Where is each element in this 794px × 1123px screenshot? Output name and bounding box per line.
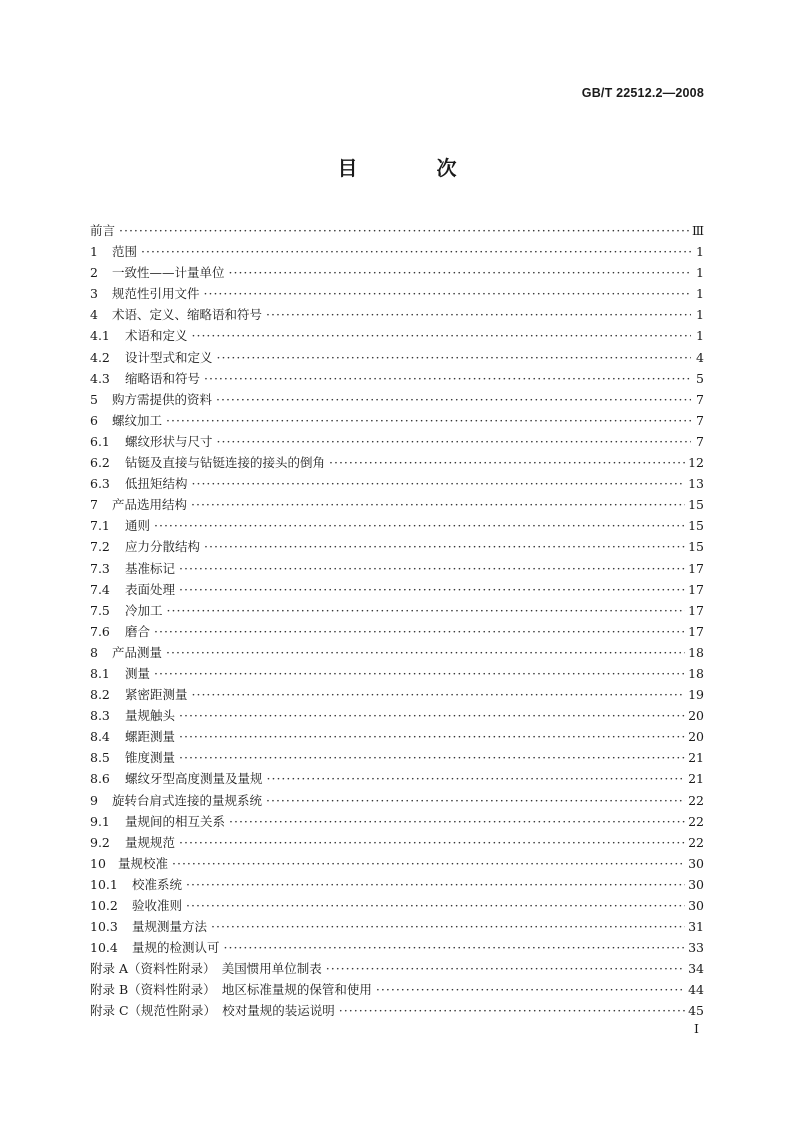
toc-entry-title: 一致性——计量单位 — [112, 265, 225, 281]
toc-entry-number: 8.4 — [90, 729, 110, 745]
toc-entry-page: 30 — [688, 855, 704, 871]
toc-dot-leader — [204, 368, 691, 389]
toc-entry-page: 18 — [688, 665, 704, 681]
toc-entry-number: 10.4 — [90, 940, 118, 956]
toc-entry — [90, 874, 704, 895]
toc-entry-title: 术语和定义 — [125, 328, 188, 344]
toc-dot-leader — [166, 642, 685, 663]
toc-entry-page: 1 — [696, 244, 704, 260]
toc-entry — [90, 262, 704, 283]
toc-entry-title: 磨合 — [125, 623, 151, 639]
toc-dot-leader — [211, 916, 685, 937]
toc-dot-leader — [192, 473, 686, 494]
toc-entry-title: 测量 — [125, 665, 151, 681]
toc-entry-title: 范围 — [112, 244, 138, 260]
toc-entry — [90, 705, 704, 726]
toc-entry-number: 7.2 — [90, 539, 110, 555]
toc-dot-leader — [179, 558, 685, 579]
toc-dot-leader — [329, 452, 685, 473]
toc-entry-title: 钻铤及直接与钻铤连接的接头的倒角 — [125, 455, 326, 471]
toc-dot-leader — [191, 494, 685, 515]
toc-entry-page: 7 — [696, 391, 704, 407]
toc-entry-page: 44 — [688, 982, 704, 998]
toc-dot-leader — [216, 389, 691, 410]
toc-dot-leader — [179, 832, 685, 853]
toc-entry — [90, 958, 704, 979]
toc-entry-number: 7.5 — [90, 602, 110, 618]
toc-entry-title: 基准标记 — [125, 560, 176, 576]
toc-entry — [90, 536, 704, 557]
toc-entry-page: 33 — [688, 940, 704, 956]
toc-entry-number: 6 — [90, 412, 98, 428]
toc-entry — [90, 684, 704, 705]
toc-entry-page: 1 — [696, 307, 704, 323]
toc-entry-number: 10.2 — [90, 898, 118, 913]
toc-dot-leader — [186, 895, 685, 916]
toc-entry — [90, 368, 704, 389]
toc-entry-number: 8.3 — [90, 708, 110, 724]
toc-entry-page: 30 — [688, 898, 704, 913]
toc-entry-number: 6.1 — [90, 433, 110, 449]
toc-entry-page: 31 — [688, 919, 704, 935]
toc-entry — [90, 410, 704, 431]
toc-entry-page: 19 — [688, 687, 704, 703]
toc-entry-number: 9.1 — [90, 813, 110, 829]
toc-entry-number: 8.2 — [90, 687, 110, 703]
toc-entry-page: 17 — [688, 623, 704, 639]
toc-entry-title: 螺纹形状与尺寸 — [125, 433, 213, 449]
toc-entry-title: 量规测量方法 — [132, 919, 208, 935]
toc-entry-page: 4 — [696, 349, 704, 365]
toc-entry-page: 17 — [688, 581, 704, 597]
toc-dot-leader — [339, 1000, 685, 1021]
toc-entry-number: 1 — [90, 244, 98, 260]
toc-entry-title: 旋转台肩式连接的量规系统 — [112, 792, 263, 808]
toc-entry-number: 9.2 — [90, 834, 110, 850]
toc-entry — [90, 663, 704, 684]
toc-dot-leader — [154, 515, 685, 536]
toc-entry-title: 通则 — [125, 518, 151, 534]
toc-entry-number: 6.2 — [90, 455, 110, 471]
toc-dot-leader — [217, 347, 691, 368]
toc-entry-number: 10.3 — [90, 919, 118, 935]
toc-entry — [90, 283, 704, 304]
toc-entry-title: 螺纹牙型高度测量及量规 — [125, 771, 263, 787]
toc-entry-title: 低扭矩结构 — [125, 476, 188, 492]
toc-dot-leader — [141, 241, 691, 262]
toc-entry — [90, 515, 704, 536]
toc-entry-title: 附录 A（资料性附录） 美国惯用单位制表 — [90, 961, 322, 977]
toc-entry-number: 10 — [90, 855, 106, 871]
toc-entry-page: 1 — [696, 265, 704, 281]
toc-dot-leader — [186, 874, 685, 895]
toc-entry — [90, 832, 704, 853]
toc-entry-title: 量规规范 — [125, 834, 176, 850]
toc-dot-leader — [119, 220, 689, 241]
toc-entry-number: 7.4 — [90, 581, 110, 597]
toc-entry-page: 1 — [696, 328, 704, 344]
toc-dot-leader — [166, 410, 691, 431]
toc-entry-page: 21 — [688, 750, 704, 766]
toc-entry-title: 表面处理 — [125, 581, 176, 597]
toc-list — [90, 220, 704, 1022]
toc-dot-leader — [192, 325, 691, 346]
toc-entry-title: 缩略语和符号 — [125, 370, 201, 386]
toc-entry-title: 附录 C（规范性附录） 校对量规的装运说明 — [90, 1003, 335, 1019]
toc-entry-title: 前言 — [90, 223, 116, 238]
toc-dot-leader — [172, 853, 685, 874]
toc-entry — [90, 979, 704, 1000]
page-number: I — [694, 1021, 699, 1036]
toc-entry-number: 7.6 — [90, 623, 110, 639]
standard-number: GB/T 22512.2—2008 — [581, 86, 704, 100]
toc-entry — [90, 790, 704, 811]
toc-dot-leader — [376, 979, 685, 1000]
toc-entry-page: 22 — [688, 813, 704, 829]
toc-dot-leader — [224, 937, 686, 958]
toc-entry-page: 45 — [688, 1003, 704, 1019]
toc-entry — [90, 558, 704, 579]
page-title: 目 次 — [337, 156, 493, 180]
toc-dot-leader — [192, 684, 686, 705]
toc-dot-leader — [154, 621, 685, 642]
toc-entry-number: 3 — [90, 286, 98, 302]
toc-entry-number: 4.3 — [90, 370, 110, 386]
toc-entry-title: 购方需提供的资料 — [112, 391, 213, 407]
toc-entry-title: 螺纹加工 — [112, 412, 163, 428]
toc-entry-number: 8 — [90, 644, 98, 660]
toc-entry — [90, 937, 704, 958]
toc-entry-page: 15 — [688, 518, 704, 534]
toc-entry-number: 4.1 — [90, 328, 110, 344]
toc-dot-leader — [229, 811, 685, 832]
toc-entry-title: 设计型式和定义 — [125, 349, 213, 365]
toc-entry-page: 17 — [688, 602, 704, 618]
toc-entry-page: 17 — [688, 560, 704, 576]
toc-entry-title: 锥度测量 — [125, 750, 176, 766]
toc-entry-page: 7 — [696, 412, 704, 428]
toc-entry-number: 8.5 — [90, 750, 110, 766]
toc-entry-title: 验收准则 — [132, 898, 183, 913]
toc-entry-title: 应力分散结构 — [125, 539, 201, 555]
toc-entry-title: 紧密距测量 — [125, 687, 188, 703]
toc-entry-title: 冷加工 — [125, 602, 163, 618]
toc-entry-page: 22 — [688, 792, 704, 808]
toc-entry-page: 22 — [688, 834, 704, 850]
toc-entry — [90, 494, 704, 515]
toc-entry-page: 15 — [688, 497, 704, 513]
toc-entry — [90, 473, 704, 494]
toc-entry — [90, 241, 704, 262]
toc-entry-number: 6.3 — [90, 476, 110, 492]
toc-dot-leader — [267, 768, 686, 789]
toc-entry-number: 7 — [90, 497, 98, 513]
toc-entry-title: 术语、定义、缩略语和符号 — [112, 307, 263, 323]
toc-dot-leader — [179, 705, 685, 726]
toc-entry-number: 4.2 — [90, 349, 110, 365]
toc-entry-title: 校准系统 — [132, 876, 183, 892]
toc-dot-leader — [266, 790, 685, 811]
toc-entry — [90, 811, 704, 832]
toc-entry — [90, 726, 704, 747]
toc-entry — [90, 895, 704, 916]
toc-entry-number: 8.6 — [90, 771, 110, 787]
toc-entry — [90, 642, 704, 663]
toc-entry-title: 量规触头 — [125, 708, 176, 724]
toc-entry — [90, 579, 704, 600]
toc-entry — [90, 853, 704, 874]
toc-entry-page: 20 — [688, 729, 704, 745]
toc-dot-leader — [204, 536, 685, 557]
toc-entry-title: 产品选用结构 — [112, 497, 188, 513]
toc-dot-leader — [154, 663, 685, 684]
toc-entry — [90, 600, 704, 621]
toc-entry-number: 2 — [90, 265, 98, 281]
toc-entry-page: 1 — [696, 286, 704, 302]
toc-dot-leader — [167, 600, 686, 621]
toc-entry — [90, 325, 704, 346]
toc-entry — [90, 768, 704, 789]
toc-entry — [90, 389, 704, 410]
toc-entry-number: 7.1 — [90, 518, 110, 534]
toc-entry-page: 5 — [696, 370, 704, 386]
toc-entry-title: 量规校准 — [118, 855, 169, 871]
toc-entry — [90, 621, 704, 642]
toc-entry-page: 7 — [696, 433, 704, 449]
toc-entry-page: 15 — [688, 539, 704, 555]
toc-entry — [90, 452, 704, 473]
toc-entry — [90, 304, 704, 325]
toc-dot-leader — [179, 747, 685, 768]
toc-dot-leader — [326, 958, 685, 979]
toc-entry-page: 18 — [688, 644, 704, 660]
toc-entry-title: 螺距测量 — [125, 729, 176, 745]
toc-entry — [90, 347, 704, 368]
toc-dot-leader — [266, 304, 691, 325]
toc-entry — [90, 747, 704, 768]
toc-entry-number: 4 — [90, 307, 98, 323]
toc-entry-page: Ⅲ — [691, 223, 704, 238]
toc-entry-page: 30 — [688, 876, 704, 892]
toc-entry — [90, 1000, 704, 1021]
toc-entry-page: 13 — [688, 476, 704, 492]
toc-entry-title: 附录 B（资料性附录） 地区标准量规的保管和使用 — [90, 982, 372, 998]
toc-dot-leader — [229, 262, 691, 283]
toc-entry-page: 20 — [688, 708, 704, 724]
toc-dot-leader — [179, 579, 685, 600]
toc-entry — [90, 431, 704, 452]
toc-entry-number: 8.1 — [90, 665, 110, 681]
toc-entry-page: 12 — [688, 455, 704, 471]
toc-entry-number: 7.3 — [90, 560, 110, 576]
toc-entry-page: 34 — [688, 961, 704, 977]
toc-entry-number: 10.1 — [90, 876, 118, 892]
toc-entry-title: 量规间的相互关系 — [125, 813, 226, 829]
toc-entry-page: 21 — [688, 771, 704, 787]
toc-dot-leader — [204, 283, 691, 304]
toc-dot-leader — [179, 726, 685, 747]
toc-entry-number: 9 — [90, 792, 98, 808]
toc-dot-leader — [217, 431, 691, 452]
toc-entry — [90, 916, 704, 937]
toc-entry — [90, 220, 704, 241]
toc-entry-number: 5 — [90, 391, 98, 407]
toc-entry-title: 产品测量 — [112, 644, 163, 660]
toc-entry-title: 量规的检测认可 — [132, 940, 220, 956]
toc-entry-title: 规范性引用文件 — [112, 286, 200, 302]
